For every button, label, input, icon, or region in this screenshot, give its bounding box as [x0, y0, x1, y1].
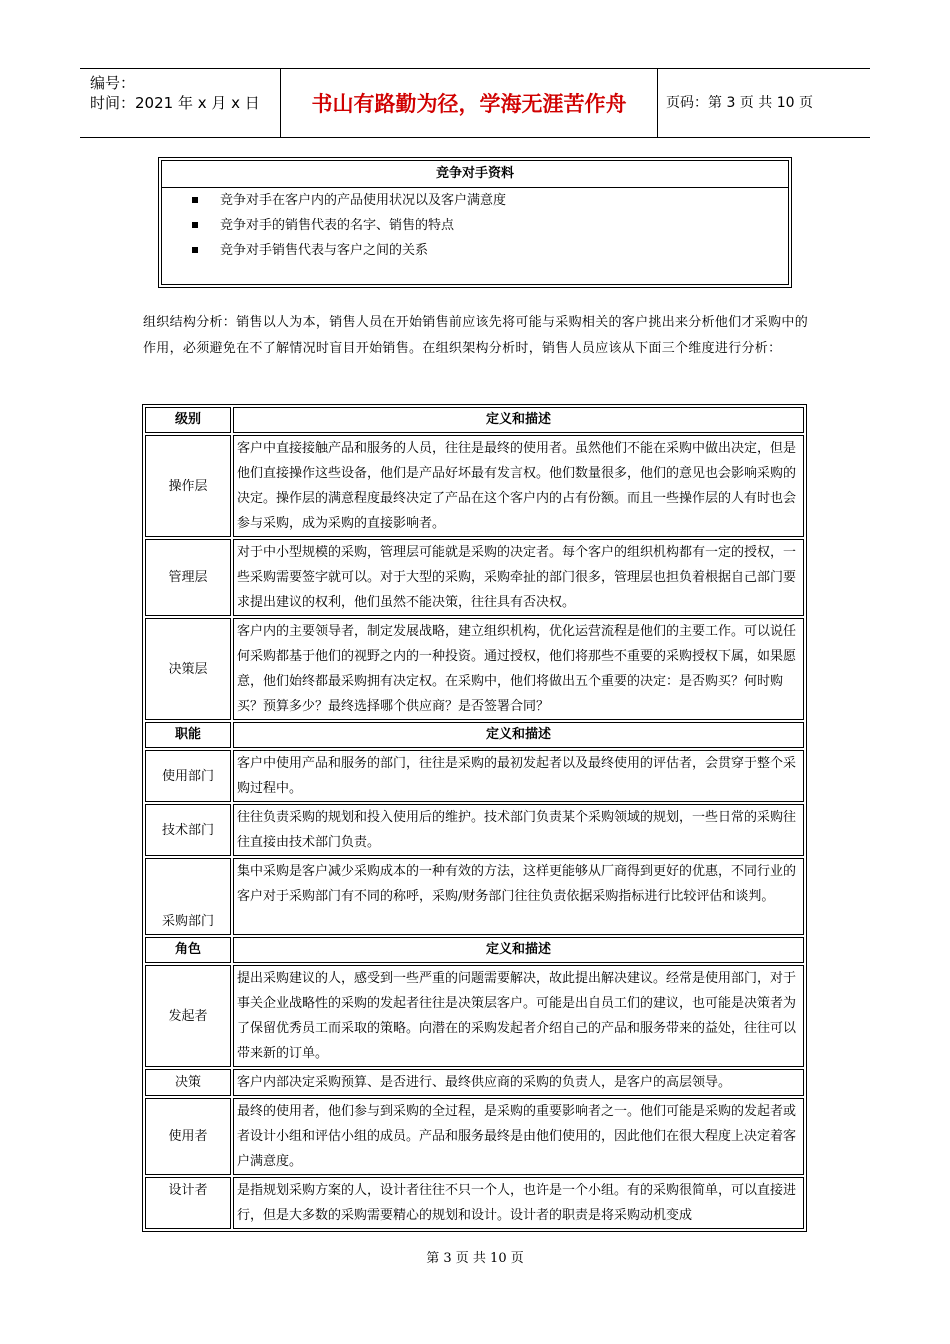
level-head: 级别: [145, 407, 231, 433]
bullet-icon: [192, 247, 198, 253]
row-label: 发起者: [145, 965, 231, 1067]
row-text: 客户中使用产品和服务的部门，往往是采购的最初发起者以及最终使用的评估者，会贯穿于整个采购过程中。: [233, 750, 804, 802]
desc-head: 定义和描述: [233, 407, 804, 433]
row-label: 技术部门: [145, 804, 231, 856]
row-label: 管理层: [145, 539, 231, 616]
row-label: 决策: [145, 1069, 231, 1096]
row-text: 往往负责采购的规划和投入使用后的维护。技术部门负责某个采购领域的规划，一些日常的采购往往直接由技术部门负责。: [233, 804, 804, 856]
competitor-list: [162, 188, 788, 263]
role-head: 角色: [145, 937, 231, 963]
desc-head: 定义和描述: [233, 722, 804, 748]
competitor-title: 竞争对手资料: [162, 161, 788, 188]
row-text: 客户中直接接触产品和服务的人员，往往是最终的使用者。虽然他们不能在采购中做出决定，但是他们直接操作这些设备，他们是产品好坏最有发言权。他们数量很多，他们的意见也会影响采购的决定。操作层的满意程度最终决定了产品在这个客户内的占有份额。而且一些操作层的人有时也会参与采购，成为采购的直接影响者。: [233, 435, 804, 537]
time-label: 时间：2021 年 x 月 x 日: [90, 94, 260, 112]
competitor-box: [158, 157, 792, 288]
table-row: [145, 618, 804, 720]
table-row: [145, 1098, 804, 1175]
bullet-icon: [192, 197, 198, 203]
header-page-info: 页码：第 3 页 共 10 页: [666, 95, 813, 111]
row-text: 客户内部决定采购预算、是否进行、最终供应商的采购的负责人，是客户的高层领导。: [233, 1069, 804, 1096]
row-text: 集中采购是客户减少采购成本的一种有效的方法，这样更能够从厂商得到更好的优惠，不同行业的客户对于采购部门有不同的称呼，采购/财务部门往往负责依据采购指标进行比较评估和谈判。: [233, 858, 804, 935]
page-footer: 第 3 页 共 10 页: [426, 1251, 524, 1266]
row-label: 使用者: [145, 1098, 231, 1175]
row-text: 对于中小型规模的采购，管理层可能就是采购的决定者。每个客户的组织机构都有一定的授权，一些采购需要签字就可以。对于大型的采购，采购牵扯的部门很多，管理层也担负着根据自己部门要求提出建议的权利，他们虽然不能决策，往往具有否决权。: [233, 539, 804, 616]
row-label: 采购部门: [145, 858, 231, 935]
desc-head: 定义和描述: [233, 937, 804, 963]
row-text: 最终的使用者，他们参与到采购的全过程，是采购的重要影响者之一。他们可能是采购的发起者或者设计小组和评估小组的成员。产品和服务最终是由他们使用的，因此他们在很大程度上决定着客户满意度。: [233, 1098, 804, 1175]
table-row: [145, 435, 804, 537]
header-meta: [80, 69, 280, 137]
table-row: [145, 965, 804, 1067]
table-header-row: [145, 937, 804, 963]
table-row: [145, 1069, 804, 1096]
number-label: 编号：: [90, 74, 136, 92]
table-row: [145, 804, 804, 856]
list-item: 竞争对手在客户内的产品使用状况以及客户满意度: [162, 188, 788, 213]
row-label: 设计者: [145, 1177, 231, 1229]
row-label: 决策层: [145, 618, 231, 720]
table-row: [145, 858, 804, 935]
table-row: [145, 1177, 804, 1229]
list-item: 竞争对手销售代表与客户之间的关系: [162, 238, 788, 263]
function-head: 职能: [145, 722, 231, 748]
row-text: 提出采购建议的人，感受到一些严重的问题需要解决，故此提出解决建议。经常是使用部门，对于事关企业战略性的采购的发起者往往是决策层客户。可能是出自员工们的建议，也可能是决策者为了保留优秀员工而采取的策略。向潜在的采购发起者介绍自己的产品和服务带来的益处，往往可以带来新的订单。: [233, 965, 804, 1067]
intro-paragraph: 组织结构分析：销售以人为本，销售人员在开始销售前应该先将可能与采购相关的客户挑出来分析他们才采购中的作用，必须避免在不了解情况时盲目开始销售。在组织架构分析时，销售人员应该从下面三个维度进行分析：: [143, 315, 809, 356]
table-header-row: [145, 722, 804, 748]
table-row: [145, 750, 804, 802]
org-analysis-table: [142, 404, 807, 1232]
row-label: 操作层: [145, 435, 231, 537]
row-label: 使用部门: [145, 750, 231, 802]
header-motto: 书山有路勤为径，学海无涯苦作舟: [280, 69, 658, 137]
row-text: 是指规划采购方案的人，设计者往往不只一个人，也许是一个小组。有的采购很简单，可以直接进行，但是大多数的采购需要精心的规划和设计。设计者的职责是将采购动机变成: [233, 1177, 804, 1229]
row-text: 客户内的主要领导者，制定发展战略，建立组织机构，优化运营流程是他们的主要工作。可以说任何采购都基于他们的视野之内的一种投资。通过授权，他们将那些不重要的采购授权下属，如果愿意，他们始终都最采购拥有决定权。在采购中，他们将做出五个重要的决定：是否购买？何时购买？预算多少？最终选择哪个供应商？是否签署合同？: [233, 618, 804, 720]
bullet-icon: [192, 222, 198, 228]
list-item: 竞争对手的销售代表的名字、销售的特点: [162, 213, 788, 238]
table-header-row: [145, 407, 804, 433]
page-header: [80, 68, 870, 138]
table-row: [145, 539, 804, 616]
